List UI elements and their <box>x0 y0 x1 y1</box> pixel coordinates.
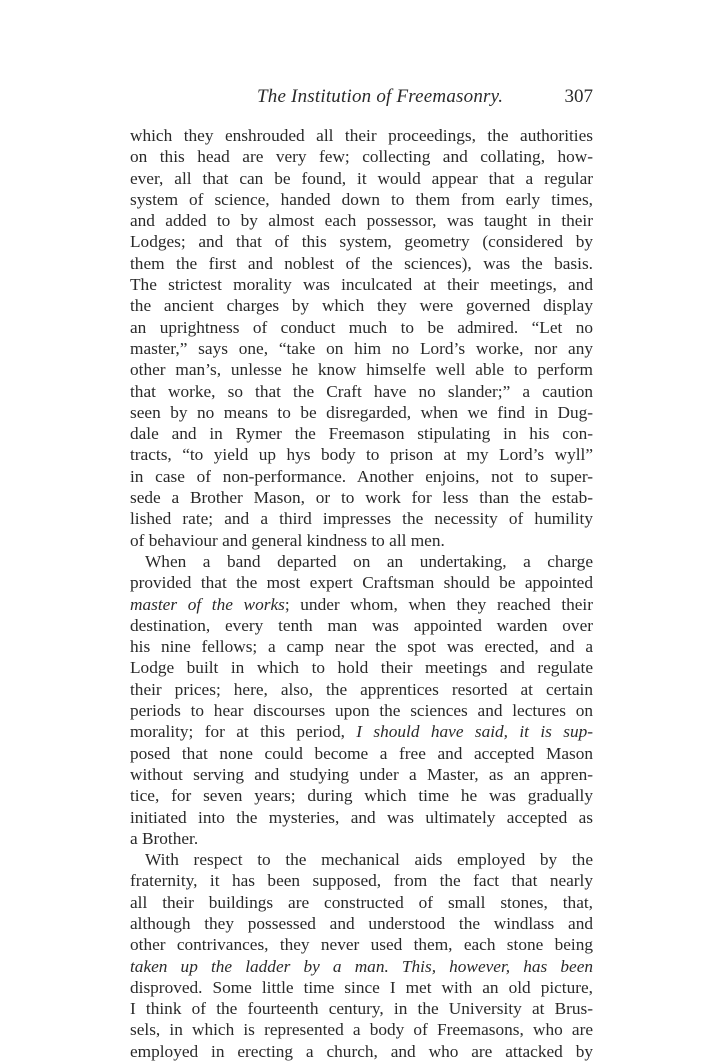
text-line: which they enshrouded all their proceedings, the authorities <box>130 126 593 145</box>
text-line: the ancient charges by which they were governed display <box>130 296 593 316</box>
text-line: sels, in which is represented a body of Freemasons, who are <box>130 1020 593 1040</box>
text-line: of behaviour and general kindness to all men. <box>130 530 445 550</box>
text-line: When a band departed on an undertaking, a charge <box>145 551 593 571</box>
text-line: without serving and studying under a Master, as an appren- <box>130 764 593 784</box>
text-line: them the first and noblest of the sciences), was the basis. <box>130 253 593 273</box>
text-line: tracts, “to yield up hys body to prison at my Lord’s wyll” <box>130 445 593 465</box>
text-line: their prices; here, also, the apprentices resorted at certain <box>130 679 593 699</box>
text-line: all their buildings are constructed of small stones, that, <box>130 892 593 912</box>
text-line: Lodge built in which to hold their meetings and regulate <box>130 658 593 678</box>
text-line: initiated into the mysteries, and was ultimately accepted as <box>130 807 593 827</box>
text-line: tice, for seven years; during which time he was gradually <box>130 786 593 806</box>
text-line: sede a Brother Mason, or to work for less than the estab- <box>130 488 593 508</box>
text-line: a Brother. <box>130 828 199 848</box>
text-line: and added to by almost each possessor, was taught in their <box>130 211 593 231</box>
text-line: master of the works; under whom, when they reached their <box>130 594 593 614</box>
text-line: although they possessed and understood the windlass and <box>130 913 593 933</box>
text-line: periods to hear discourses upon the sciences and lectures on <box>130 701 593 721</box>
text-line: With respect to the mechanical aids employed by the <box>145 850 593 870</box>
italic-phrase: I should have said, it is sup- <box>356 722 594 742</box>
text-line: fraternity, it has been supposed, from the fact that nearly <box>130 871 593 891</box>
text-line: disproved. Some little time since I met with an old picture, <box>130 977 593 997</box>
text-line: provided that the most expert Craftsman should be appointed <box>130 573 593 593</box>
text-line: other man’s, unlesse he know himselfe well able to perform <box>130 360 593 380</box>
text-line: morality; for at this period, I should have said, it is sup- <box>130 722 594 742</box>
text-line: Lodges; and that of this system, geometry (considered by <box>130 232 593 252</box>
text-line: ever, all that can be found, it would appear that a regular <box>130 168 593 188</box>
text-line: dale and in Rymer the Freemason stipulating in his con- <box>130 424 593 444</box>
text-line: employed in erecting a church, and who are attacked by <box>130 1041 593 1061</box>
text-line: other contrivances, they never used them, each stone being <box>130 935 593 955</box>
text-line: lished rate; and a third impresses the necessity of humility <box>130 509 593 529</box>
italic-phrase: taken up the ladder by a man. <box>130 956 389 976</box>
text-line: on this head are very few; collecting and collating, how- <box>130 147 593 167</box>
text-line: I think of the fourteenth century, in the University at Brus- <box>130 999 593 1019</box>
running-title: The Institution of Freemasonry. <box>257 86 504 107</box>
page-header <box>130 86 593 112</box>
text-line: The strictest morality was inculcated at their meetings, and <box>130 275 593 295</box>
text-line: system of science, handed down to them from early times, <box>130 189 593 209</box>
body-text <box>130 125 593 1062</box>
text-line: master,” says one, “take on him no Lord’s worke, nor any <box>130 338 593 358</box>
text-line: destination, every tenth man was appointed warden over <box>130 615 593 635</box>
text-line: an uprightness of conduct much to be admired. “Let no <box>130 317 593 337</box>
italic-phrase: master of the works <box>130 594 285 614</box>
italic-phrase: This, however, has been <box>401 956 593 976</box>
text-line <box>130 956 593 977</box>
text-line: his nine fellows; a camp near the spot was erected, and a <box>130 637 593 657</box>
text-line: that worke, so that the Craft have no slander;” a caution <box>130 381 593 401</box>
text-line: in case of non-performance. Another enjoins, not to super- <box>130 466 593 486</box>
text-line: posed that none could become a free and accepted Mason <box>130 743 593 763</box>
page-number: 307 <box>564 86 593 107</box>
text-line: seen by no means to be disregarded, when we find in Dug- <box>130 402 593 422</box>
